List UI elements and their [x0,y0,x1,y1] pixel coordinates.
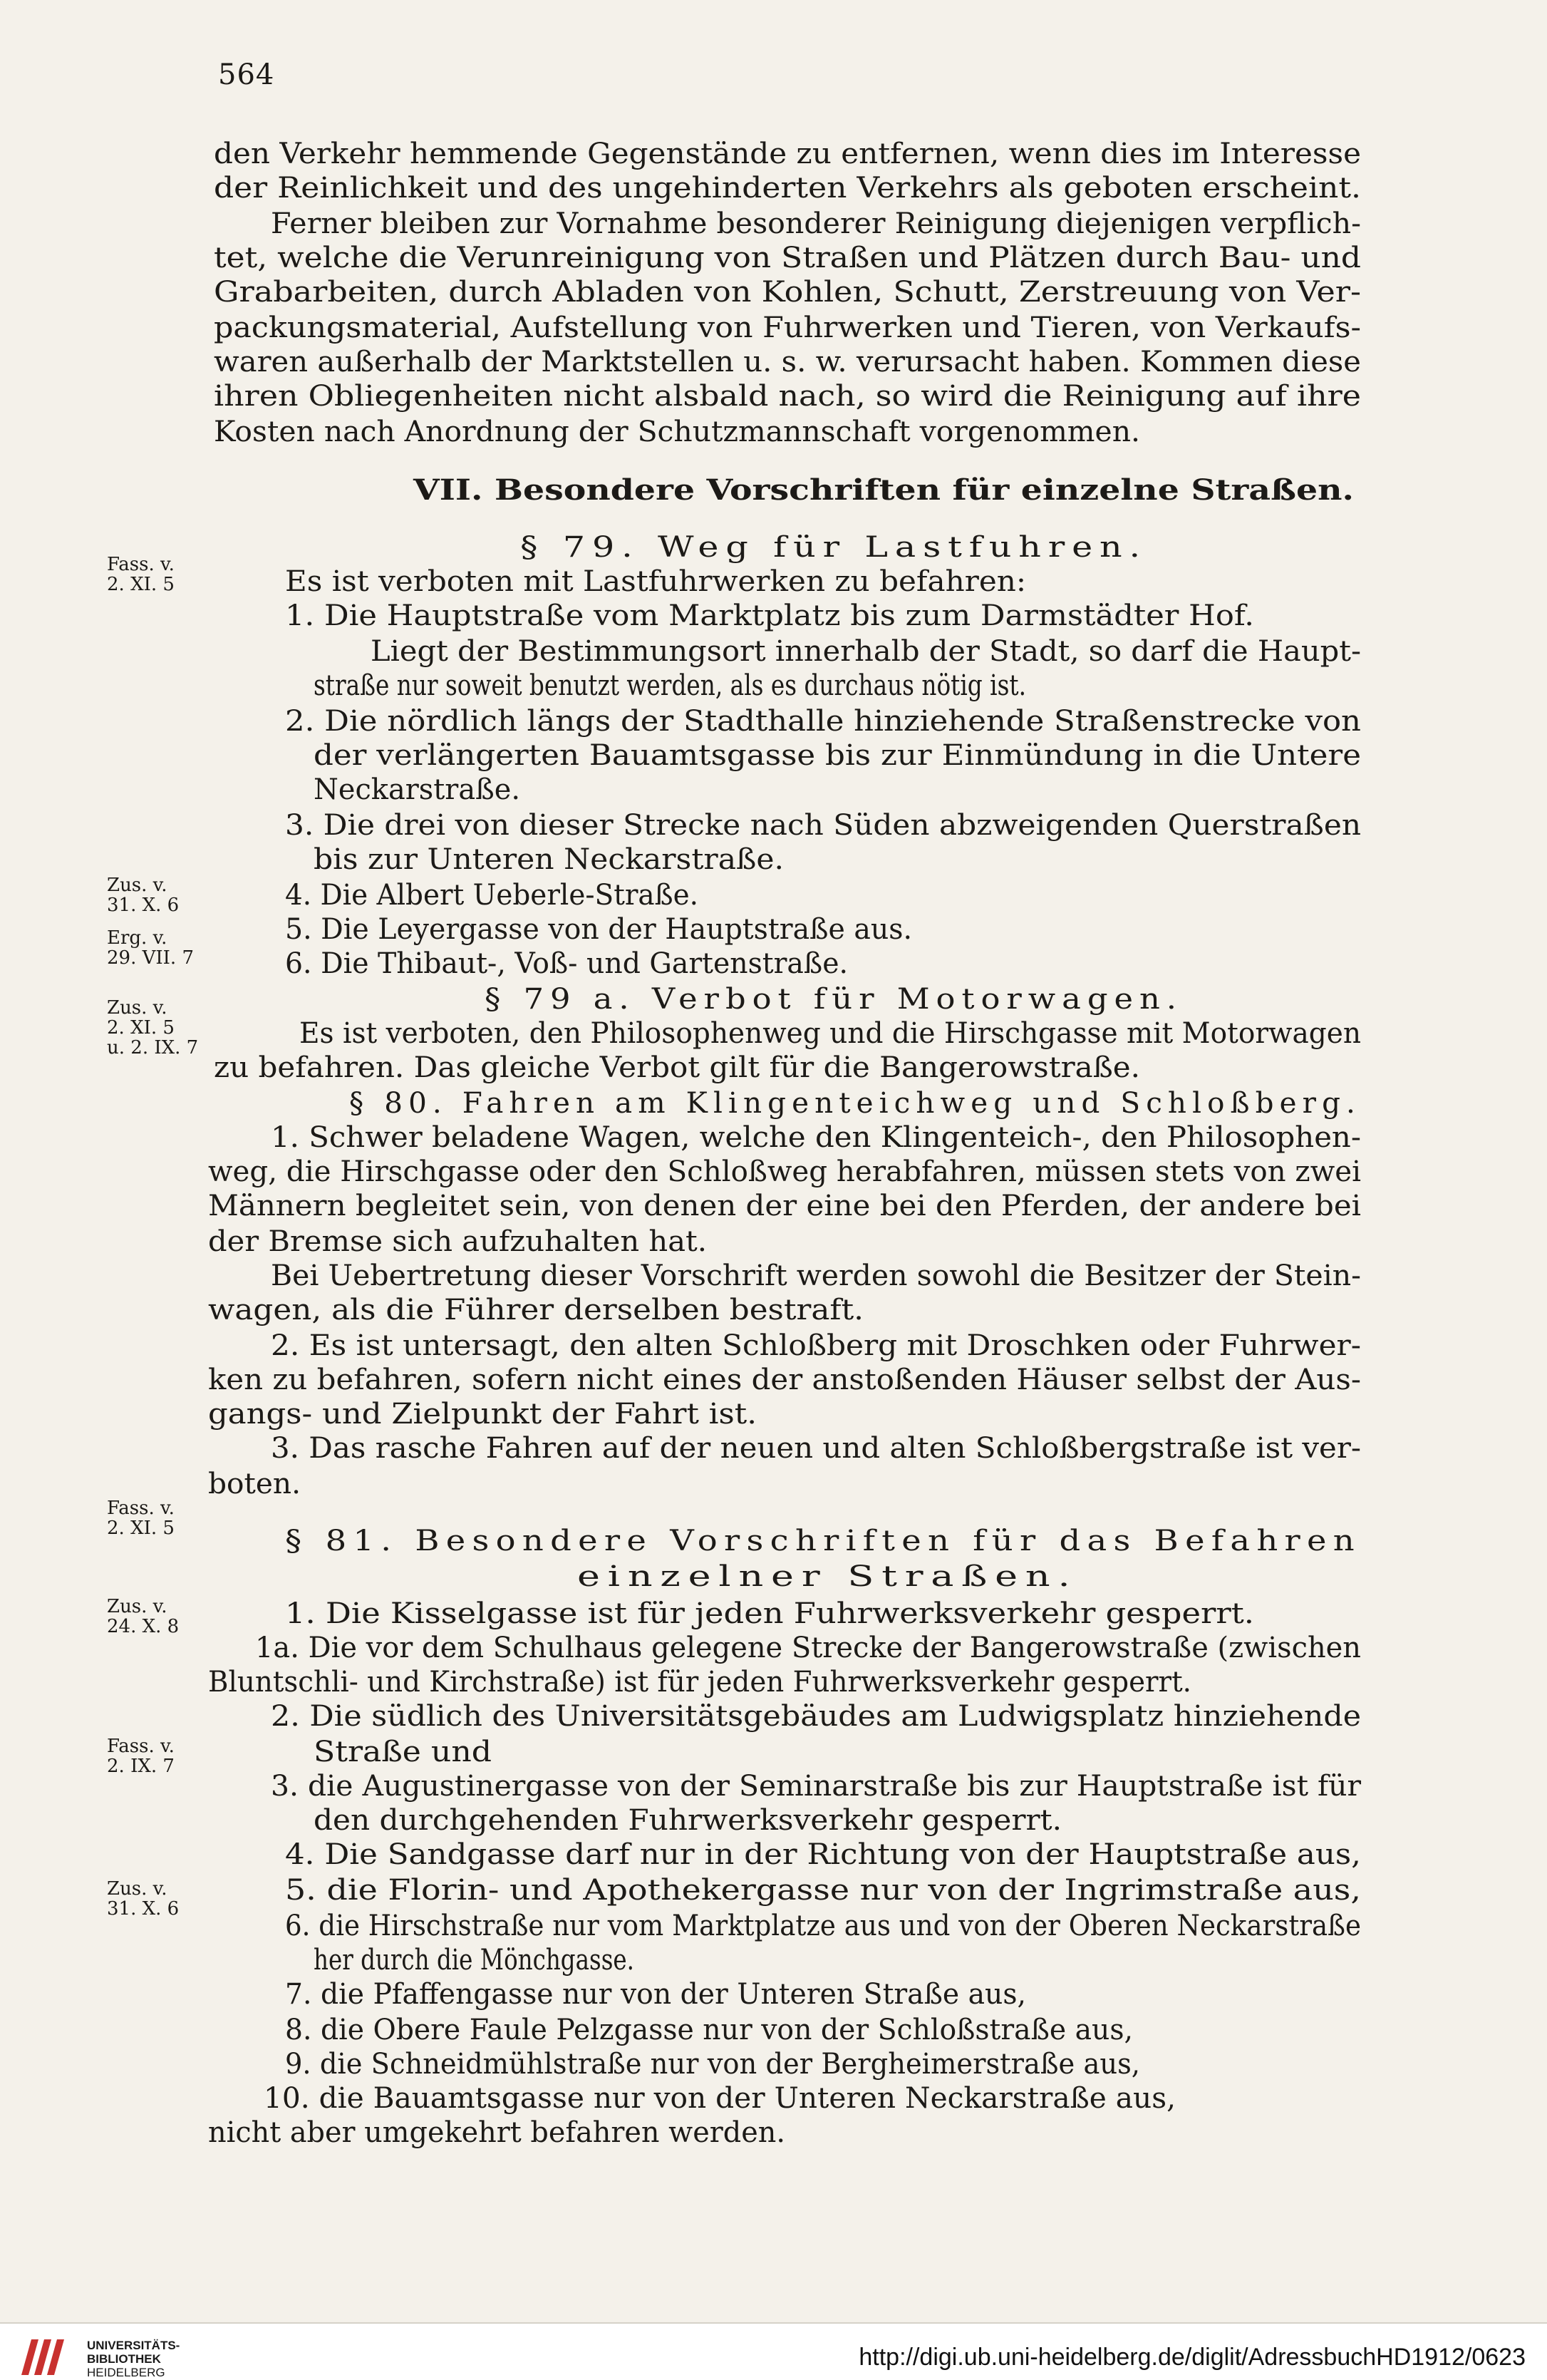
text-line: Kosten nach Anordnung der Schutzmannschaft vorgenommen. [214,416,1140,448]
text-line: 4. Die Albert Ueberle-Straße. [285,879,698,912]
margin-note-line: 2. XI. 5 [107,574,175,595]
text-line: 3. Die drei von dieser Strecke nach Süden abzweigenden Querstraßen [285,809,1361,842]
text-line: 2. Es ist untersagt, den alten Schloßberg mit Droschken oder Fuhrwer- [271,1329,1361,1362]
margin-note-line: 29. VII. 7 [107,947,195,969]
margin-note [107,998,221,1058]
text-line: 6. die Hirschstraße nur vom Marktplatze aus und von der Oberen Neckarstraße [285,1910,1361,1942]
section-heading: § 81. Besondere Vorschriften für das Befahren [285,1525,1361,1557]
page-number: 564 [218,58,275,91]
margin-note-line: 2. XI. 5 [107,1017,175,1039]
margin-note [107,555,221,594]
text-line: zu befahren. Das gleiche Verbot gilt für die Bangerowstraße. [214,1051,1140,1084]
text-line: 10. die Bauamtsgasse nur von der Unteren Neckarstraße aus, [264,2082,1176,2115]
text-line: Bei Uebertretung dieser Vorschrift werden sowohl die Besitzer der Stein- [271,1259,1361,1292]
text-line: 1. Die Hauptstraße vom Marktplatz bis zum Darmstädter Hof. [285,599,1254,632]
text-line: Straße und [314,1736,492,1768]
section-heading: VII. Besondere Vorschriften für einzelne Straßen. [413,473,1354,507]
text-line: den Verkehr hemmende Gegenstände zu entfernen, wenn dies im Interesse [214,138,1361,170]
margin-note-line: Fass. v. [107,1498,175,1519]
text-line: 5. Die Leyergasse von der Hauptstraße aus. [285,913,912,946]
text-line: 6. Die Thibaut-, Voß- und Gartenstraße. [285,947,848,980]
margin-note [107,875,221,915]
text-line: den durchgehenden Fuhrwerksverkehr gesperrt. [314,1804,1062,1837]
margin-note [107,1597,221,1637]
text-line: waren außerhalb der Marktstellen u. s. w. verursacht haben. Kommen diese [214,346,1362,378]
margin-note-line: 31. X. 6 [107,1898,180,1920]
text-line: nicht aber umgekehrt befahren werden. [208,2116,785,2149]
text-line: Es ist verboten, den Philosophenweg und die Hirschgasse mit Motorwagen [299,1017,1361,1050]
margin-note-line: 2. IX. 7 [107,1756,175,1777]
text-line: 7. die Pfaffengasse nur von der Unteren Straße aus, [285,1978,1026,2011]
text-line: ken zu befahren, sofern nicht eines der anstoßenden Häuser selbst der Aus- [208,1364,1361,1396]
text-line: Bluntschli- und Kirchstraße) ist für jeden Fuhrwerksverkehr gesperrt. [208,1666,1191,1699]
text-line: 4. Die Sandgasse darf nur in der Richtung von der Hauptstraße aus, [285,1838,1362,1871]
text-line: Liegt der Bestimmungsort innerhalb der Stadt, so darf die Haupt- [371,635,1361,668]
text-line: 1. Schwer beladene Wagen, welche den Klingenteich-, den Philosophen- [271,1121,1362,1154]
margin-note-line: Fass. v. [107,1736,175,1757]
text-line: der Bremse sich aufzuhalten hat. [208,1225,707,1258]
text-line: ihren Obliegenheiten nicht alsbald nach, so wird die Reinigung auf ihre [214,380,1361,413]
text-line: Ferner bleiben zur Vornahme besonderer Reinigung diejenigen verpflich- [271,207,1361,240]
text-line: der verlängerten Bauamtsgasse bis zur Einmündung in die Untere [314,739,1361,772]
section-heading: einzelner Straßen. [577,1560,1078,1593]
section-heading: § 79 a. Verbot für Motorwagen. [485,983,1183,1016]
section-heading: § 79. Weg für Lastfuhren. [520,531,1147,564]
text-line: weg, die Hirschgasse oder den Schloßweg herabfahren, müssen stets von zwei [208,1155,1361,1188]
margin-note-line: Zus. v. [107,997,167,1019]
margin-note-line: Erg. v. [107,927,167,949]
text-line: 1. Die Kisselgasse ist für jeden Fuhrwerksverkehr gesperrt. [285,1597,1254,1630]
margin-note-line: Zus. v. [107,875,167,896]
text-line: Grabarbeiten, durch Abladen von Kohlen, Schutt, Zerstreuung von Ver- [214,276,1361,309]
text-line: gangs- und Zielpunkt der Fahrt ist. [208,1398,757,1431]
text-line: boten. [208,1468,301,1500]
source-url-link[interactable]: http://digi.ub.uni-heidelberg.de/diglit/AdressbuchHD1912/0623 [859,2344,1526,2371]
margin-note-line: 2. XI. 5 [107,1518,175,1539]
text-line: tet, welche die Verunreinigung von Straßen und Plätzen durch Bau- und [214,242,1361,274]
text-line: 2. Die südlich des Universitätsgebäudes am Ludwigsplatz hinziehende [271,1700,1361,1733]
section-heading: § 80. Fahren am Klingenteichweg und Schloßberg. [349,1087,1361,1120]
text-line: bis zur Unteren Neckarstraße. [314,843,784,876]
text-line: 1a. Die vor dem Schulhaus gelegene Strecke der Bangerowstraße (zwischen [255,1632,1361,1664]
library-name-line-1: UNIVERSITÄTS- [87,2339,180,2352]
text-line: Es ist verboten mit Lastfuhrwerken zu befahren: [285,565,1026,598]
text-line: 9. die Schneidmühlstraße nur von der Bergheimerstraße aus, [285,2048,1140,2081]
margin-note-line: Zus. v. [107,1878,167,1900]
margin-note-line: Fass. v. [107,554,175,575]
margin-note [107,1498,221,1538]
margin-note-line: u. 2. IX. 7 [107,1037,199,1058]
margin-note [107,928,221,968]
text-line: 8. die Obere Faule Pelzgasse nur von der Schloßstraße aus, [285,2014,1133,2046]
text-line: Neckarstraße. [314,773,520,806]
text-line: her durch die Mönchgasse. [314,1944,634,1977]
margin-note-line: Zus. v. [107,1596,167,1617]
text-line: 3. Das rasche Fahren auf der neuen und alten Schloßbergstraße ist ver- [271,1432,1361,1465]
margin-note [107,1736,221,1776]
text-line: Männern begleitet sein, von denen der eine bei den Pferden, der andere bei [208,1190,1362,1222]
text-line: der Reinlichkeit und des ungehinderten Verkehrs als geboten erscheint. [214,172,1361,205]
library-logo-icon [21,2339,64,2375]
margin-note [107,1879,221,1919]
margin-note-line: 31. X. 6 [107,895,180,916]
text-line: 5. die Florin- und Apothekergasse nur von der Ingrimstraße aus, [285,1874,1361,1907]
text-line: 2. Die nördlich längs der Stadthalle hinziehende Straßenstrecke von [285,705,1361,738]
library-name-line-2: BIBLIOTHEK [87,2352,161,2366]
library-name-line-3: HEIDELBERG [87,2366,165,2379]
text-line: wagen, als die Führer derselben bestraft. [208,1294,864,1326]
library-name [87,2339,180,2379]
text-line: straße nur soweit benutzt werden, als es durchaus nötig ist. [314,669,1026,702]
text-line: 3. die Augustinergasse von der Seminarstraße bis zur Hauptstraße ist für [271,1770,1361,1803]
margin-note-line: 24. X. 8 [107,1616,180,1637]
text-line: packungsmaterial, Aufstellung von Fuhrwerken und Tieren, von Verkaufs- [214,311,1361,344]
